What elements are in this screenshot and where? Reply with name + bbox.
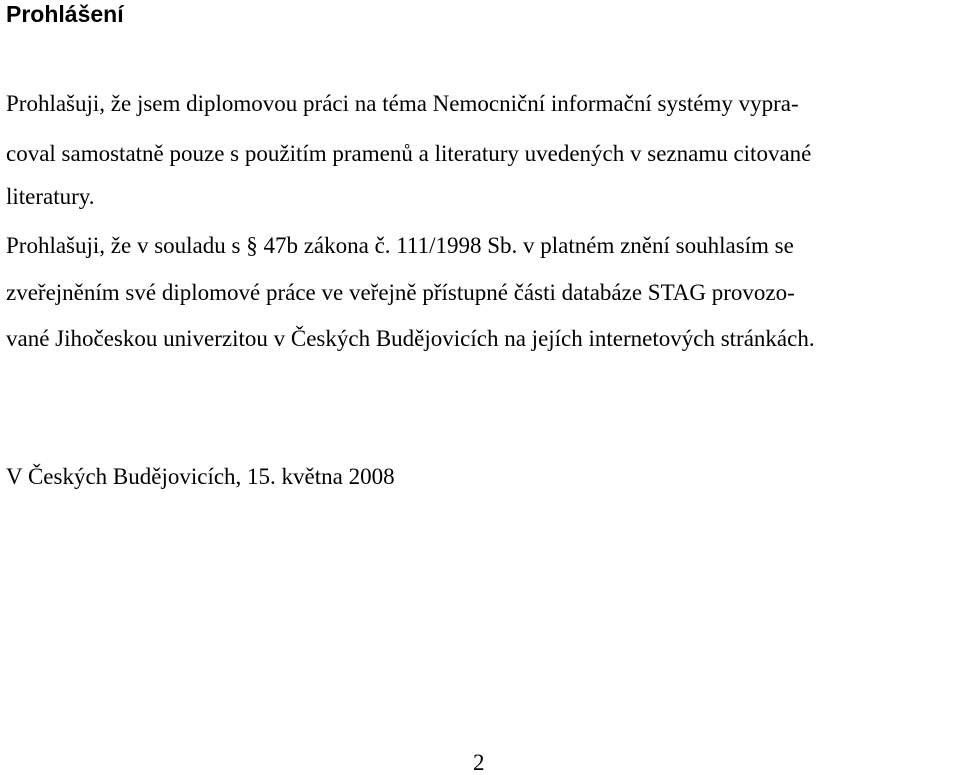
- page-number: 2: [473, 750, 485, 775]
- page-title: Prohlášení: [6, 1, 124, 27]
- place-and-date: V Českých Budějovicích, 15. května 2008: [6, 464, 395, 489]
- text-line: literatury.: [6, 184, 95, 209]
- text-line: vané Jihočeskou univerzitou v Českých Budějovicích na jejích internetových stránkách.: [6, 326, 815, 351]
- text-line: Prohlašuji, že jsem diplomovou práci na téma Nemocniční informační systémy vypra-: [6, 91, 799, 116]
- text-line: coval samostatně pouze s použitím pramenů a literatury uvedených v seznamu citované: [6, 141, 812, 166]
- text-line: zveřejněním své diplomové práce ve veřejně přístupné části databáze STAG provozo-: [6, 280, 795, 305]
- text-line: Prohlašuji, že v souladu s § 47b zákona č. 111/1998 Sb. v platném znění souhlasím se: [6, 233, 794, 258]
